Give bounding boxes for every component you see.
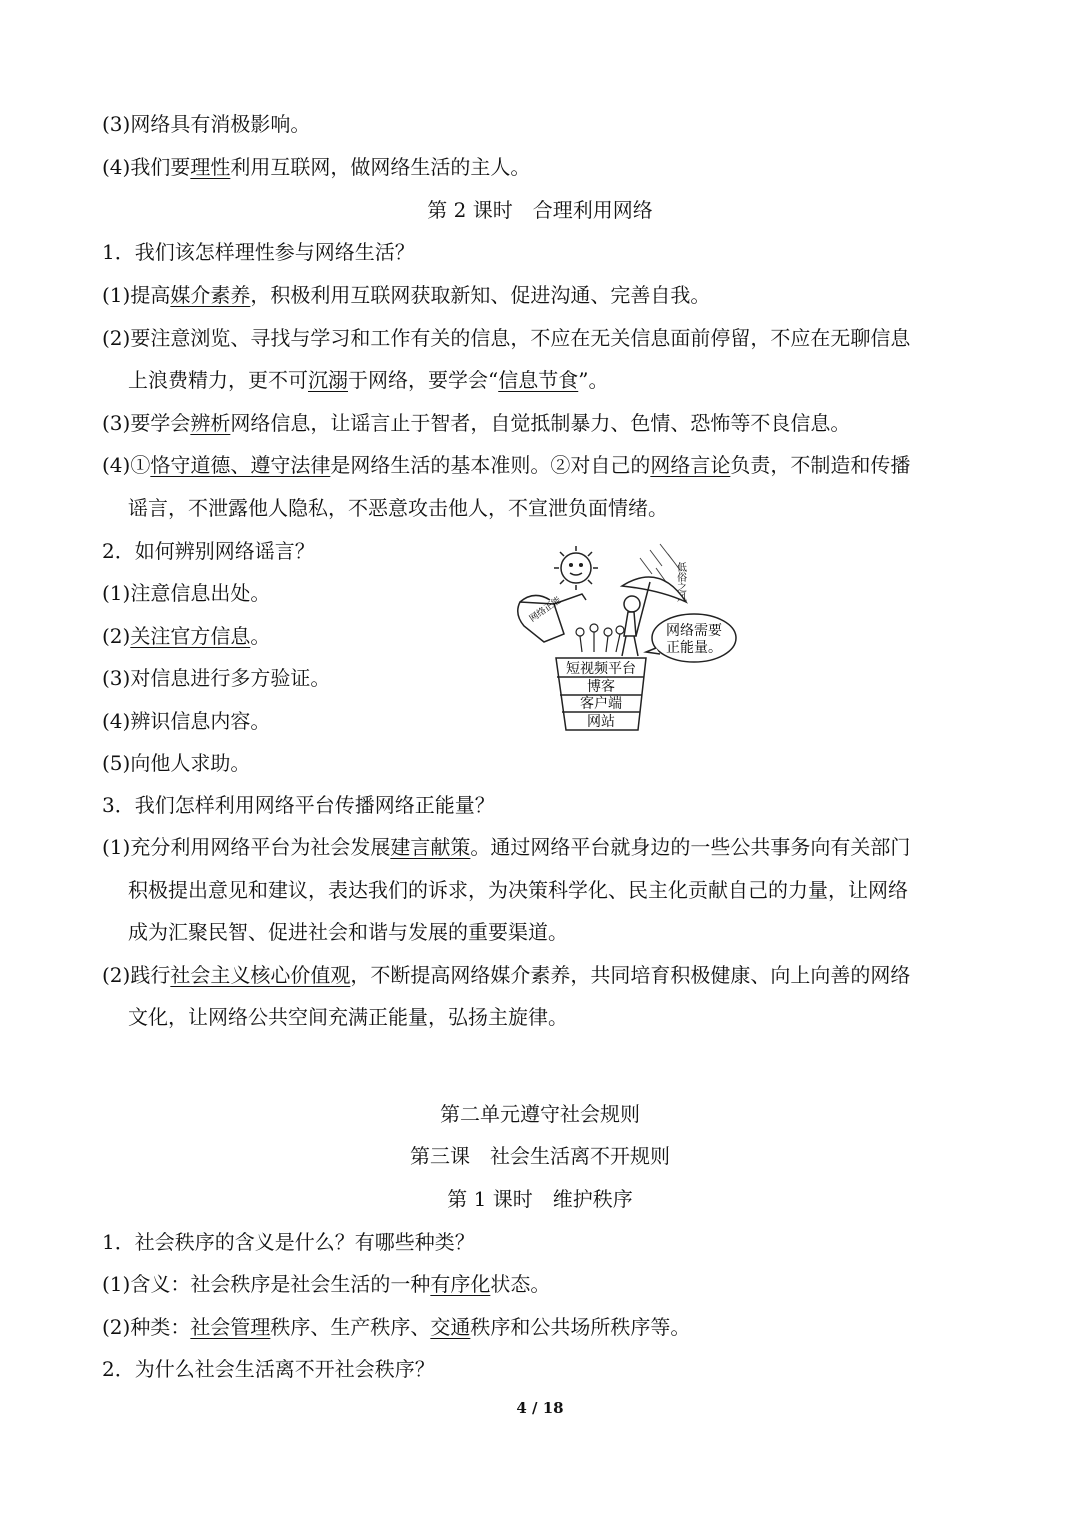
question: 3．我们怎样利用网络平台传播网络正能量？ — [102, 793, 495, 817]
key-term: 建言献策 — [390, 835, 471, 859]
question: 1．社会秩序的含义是什么？有哪些种类？ — [102, 1230, 475, 1254]
bubble-text-line: 正能量。 — [666, 640, 722, 656]
key-term: 恪守道德、遵守法律 — [150, 453, 331, 477]
sun-icon — [554, 546, 598, 590]
text-line: (2)关注官方信息。 — [102, 624, 271, 648]
pot-label: 网站 — [587, 714, 615, 730]
pot-label: 博客 — [587, 679, 615, 695]
wind-label: 低俗之风 — [674, 562, 686, 602]
text-line: (1)充分利用网络平台为社会发展建言献策。通过网络平台就身边的一些公共事务向有关部门 — [102, 835, 911, 859]
bubble-text-line: 网络需要 — [666, 623, 722, 639]
text-line: (3)网络具有消极影响。 — [102, 112, 311, 136]
text-line: (2)要注意浏览、寻找与学习和工作有关的信息，不应在无关信息面前停留，不应在无聊信息 — [102, 326, 911, 350]
key-term: 信息节食 — [498, 368, 579, 392]
key-term: 有序化 — [430, 1272, 491, 1296]
text-line: (1)注意信息出处。 — [102, 581, 271, 605]
key-term: 社会主义核心价值观 — [170, 963, 351, 987]
positive-energy-illustration — [510, 540, 750, 740]
question: 2．如何辨别网络谣言？ — [102, 539, 315, 563]
question: 2．为什么社会生活离不开社会秩序？ — [102, 1357, 435, 1381]
key-term: 网络言论 — [650, 453, 731, 477]
key-term: 社会管理 — [190, 1315, 271, 1339]
text-line: 积极提出意见和建议，表达我们的诉求，为决策科学化、民主化贡献自己的力量，让网络 — [128, 878, 908, 902]
flowers-icon — [576, 624, 624, 652]
text-line: (4)我们要理性利用互联网，做网络生活的主人。 — [102, 155, 531, 179]
key-term: 沉溺 — [308, 368, 348, 392]
text-line: (4)①恪守道德、遵守法律是网络生活的基本准则。②对自己的网络言论负责，不制造和传播 — [102, 453, 911, 477]
text-line: (5)向他人求助。 — [102, 751, 251, 775]
text-line: 上浪费精力，更不可沉溺于网络，要学会“信息节食”。 — [128, 368, 609, 392]
page-number: 4 / 18 — [516, 1399, 564, 1417]
key-term: 媒介素养 — [170, 283, 251, 307]
text-line: (4)辨识信息内容。 — [102, 709, 271, 733]
question: 1．我们该怎样理性参与网络生活？ — [102, 240, 415, 264]
can-label: 网络正能 — [527, 595, 564, 625]
pot-label: 客户端 — [580, 696, 622, 712]
lesson-title: 第 2 课时 合理利用网络 — [427, 198, 653, 222]
text-line: 文化，让网络公共空间充满正能量，弘扬主旋律。 — [128, 1005, 568, 1029]
key-term: 理性 — [190, 155, 231, 179]
text-line: (2)种类：社会管理秩序、生产秩序、交通秩序和公共场所秩序等。 — [102, 1315, 691, 1339]
lesson-subtitle: 第 1 课时 维护秩序 — [447, 1187, 633, 1211]
text-line: (1)含义：社会秩序是社会生活的一种有序化状态。 — [102, 1272, 551, 1296]
unit-title: 第二单元遵守社会规则 — [440, 1102, 640, 1126]
pot-label: 短视频平台 — [566, 661, 636, 677]
text-line: (1)提高媒介素养，积极利用互联网获取新知、促进沟通、完善自我。 — [102, 283, 711, 307]
text-line: 谣言，不泄露他人隐私，不恶意攻击他人，不宣泄负面情绪。 — [128, 496, 668, 520]
text-line: (3)对信息进行多方验证。 — [102, 666, 331, 690]
text-line: (3)要学会辨析网络信息，让谣言止于智者，自觉抵制暴力、色情、恐怖等不良信息。 — [102, 411, 851, 435]
key-term: 关注官方信息 — [130, 624, 251, 648]
key-term: 交通 — [430, 1315, 471, 1339]
text-line: (2)践行社会主义核心价值观，不断提高网络媒介素养，共同培育积极健康、向上向善的网络 — [102, 963, 911, 987]
lesson-title: 第三课 社会生活离不开规则 — [410, 1144, 670, 1168]
key-term: 辨析 — [190, 411, 231, 435]
text-line: 成为汇聚民智、促进社会和谐与发展的重要渠道。 — [128, 920, 568, 944]
